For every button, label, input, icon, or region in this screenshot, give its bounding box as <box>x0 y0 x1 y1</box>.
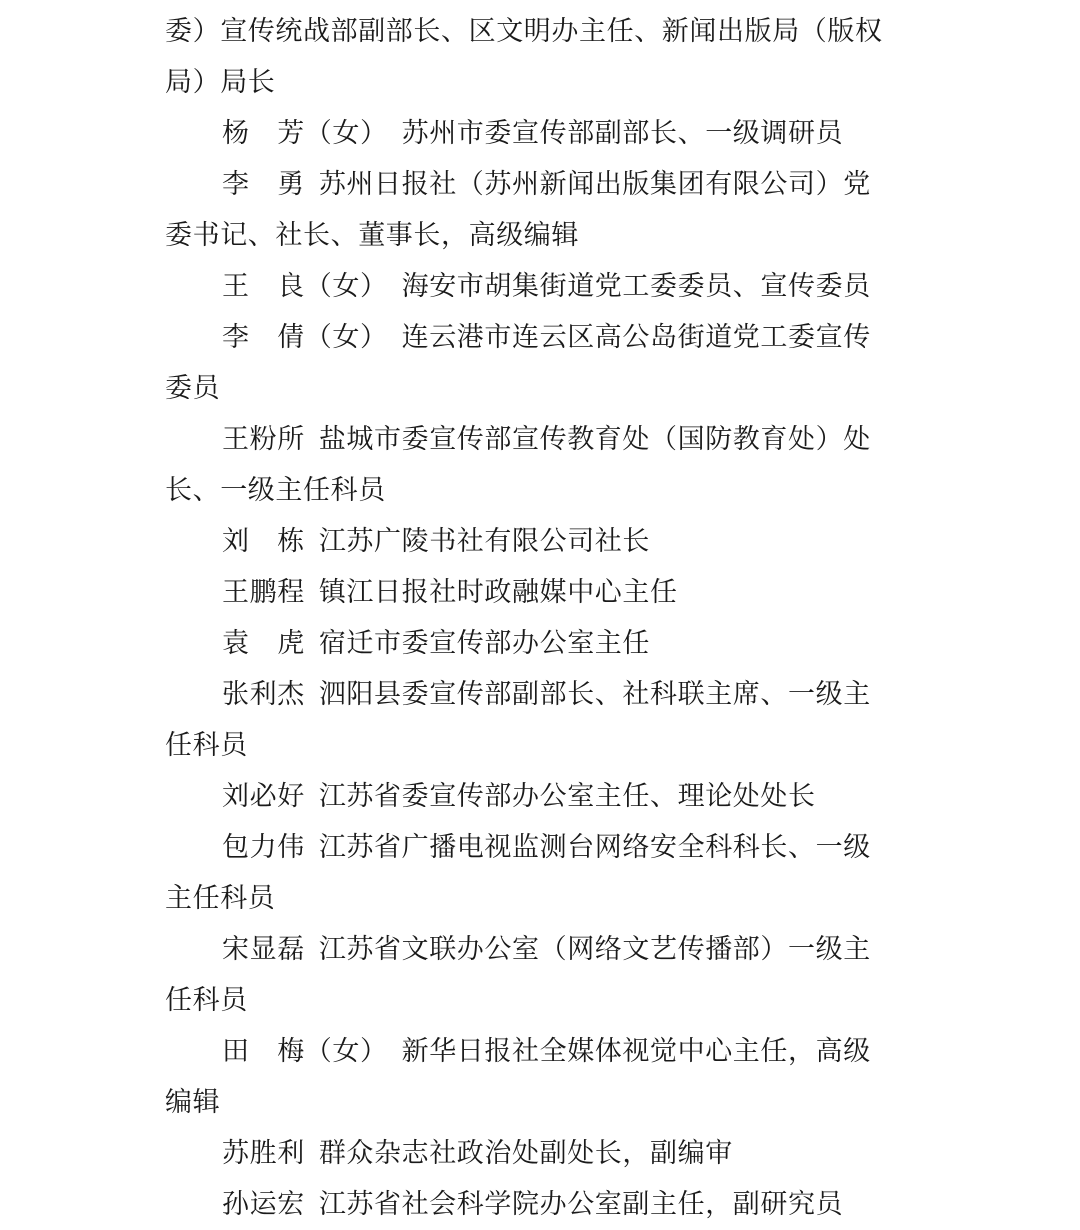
line-text: 编辑 <box>165 1087 221 1118</box>
person-title: 江苏广陵书社有限公司社长 <box>318 526 651 557</box>
line-text: 委书记、社长、董事长，高级编辑 <box>165 220 579 251</box>
text-line <box>165 720 925 771</box>
person-title: 镇江日报社时政融媒中心主任 <box>318 577 678 608</box>
text-line <box>165 210 925 261</box>
person-name: 宋显磊 <box>222 934 305 965</box>
text-line <box>165 57 925 108</box>
person-name: 苏胜利 <box>222 1138 305 1169</box>
person-title: 连云港市连云区高公岛街道党工委宣传 <box>401 322 871 353</box>
person-entry <box>165 822 925 873</box>
person-entry <box>165 1128 925 1179</box>
person-entry <box>165 924 925 975</box>
person-entry <box>165 669 925 720</box>
person-title: 江苏省社会科学院办公室副主任，副研究员 <box>318 1189 844 1220</box>
line-text: 任科员 <box>165 985 248 1016</box>
person-title: 新华日报社全媒体视觉中心主任，高级 <box>401 1036 871 1067</box>
person-entry <box>165 414 925 465</box>
person-title: 苏州市委宣传部副部长、一级调研员 <box>401 118 844 149</box>
line-text: 任科员 <box>165 730 248 761</box>
person-title: 江苏省广播电视监测台网络安全科科长、一级 <box>318 832 871 863</box>
person-title: 宿迁市委宣传部办公室主任 <box>318 628 651 659</box>
person-name: 李 勇 <box>222 169 305 200</box>
person-entry <box>165 261 925 312</box>
person-entry <box>165 159 925 210</box>
line-text: 局）局长 <box>165 67 276 98</box>
person-title: 苏州日报社（苏州新闻出版集团有限公司）党 <box>318 169 871 200</box>
person-title: 江苏省文联办公室（网络文艺传播部）一级主 <box>318 934 871 965</box>
person-name: 杨 芳（女） <box>222 118 388 149</box>
line-text: 长、一级主任科员 <box>165 475 386 506</box>
person-entry <box>165 1026 925 1077</box>
person-name: 孙运宏 <box>222 1189 305 1220</box>
person-entry <box>165 567 925 618</box>
person-entry <box>165 1179 925 1230</box>
text-line <box>165 1077 925 1128</box>
person-entry <box>165 618 925 669</box>
text-line <box>165 873 925 924</box>
text-line <box>165 6 925 57</box>
person-entry <box>165 312 925 363</box>
line-text: 委）宣传统战部副部长、区文明办主任、新闻出版局（版权 <box>165 16 883 47</box>
person-entry <box>165 771 925 822</box>
person-title: 江苏省委宣传部办公室主任、理论处处长 <box>318 781 816 812</box>
person-title: 盐城市委宣传部宣传教育处（国防教育处）处 <box>318 424 871 455</box>
person-name: 张利杰 <box>222 679 305 710</box>
person-name: 李 倩（女） <box>222 322 388 353</box>
person-name: 王粉所 <box>222 424 305 455</box>
person-name: 田 梅（女） <box>222 1036 388 1067</box>
text-line <box>165 975 925 1026</box>
person-entry <box>165 108 925 159</box>
line-text: 主任科员 <box>165 883 276 914</box>
document-page <box>165 6 925 1230</box>
person-title: 群众杂志社政治处副处长，副编审 <box>318 1138 733 1169</box>
person-title: 海安市胡集街道党工委委员、宣传委员 <box>401 271 871 302</box>
text-line <box>165 465 925 516</box>
person-name: 王鹏程 <box>222 577 305 608</box>
person-name: 袁 虎 <box>222 628 305 659</box>
text-line <box>165 363 925 414</box>
person-name: 包力伟 <box>222 832 305 863</box>
person-entry <box>165 516 925 567</box>
person-name: 刘必好 <box>222 781 305 812</box>
person-title: 泗阳县委宣传部副部长、社科联主席、一级主 <box>318 679 871 710</box>
person-name: 刘 栋 <box>222 526 305 557</box>
person-name: 王 良（女） <box>222 271 388 302</box>
line-text: 委员 <box>165 373 221 404</box>
